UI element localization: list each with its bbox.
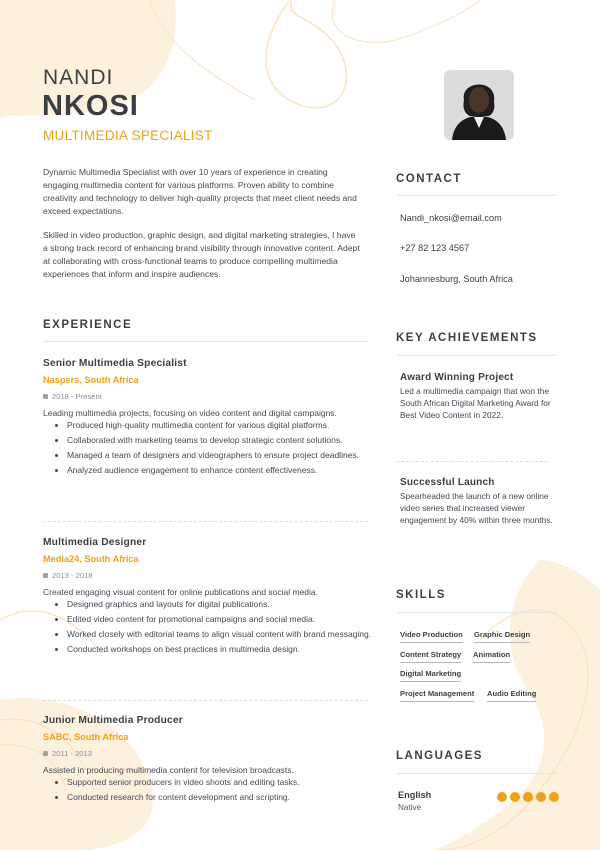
skill-tag: Graphic Design: [474, 630, 530, 643]
language-rating: [497, 792, 559, 802]
contact-location: Johannesburg, South Africa: [400, 274, 513, 284]
achievement-text: Spearheaded the launch of a new online video series that increased viewer engagement by 40% within three months.: [400, 491, 553, 525]
job-bullet: • Produced high-quality multimedia content for various digital platforms.: [67, 420, 378, 431]
job-title: Senior Multimedia Specialist: [43, 358, 187, 369]
rating-dot: [510, 792, 520, 802]
job-bullets: [43, 420, 378, 476]
skills-heading: SKILLS: [396, 589, 446, 601]
contact-phone[interactable]: +27 82 123 4567: [400, 243, 470, 253]
achievement-item: [400, 372, 560, 421]
divider: [43, 521, 368, 522]
divider: [43, 700, 368, 701]
skill-tag: Project Management: [400, 689, 474, 702]
job-bullet: • Designed graphics and layouts for digital publications.: [67, 599, 378, 610]
contact-email[interactable]: Nandi_nkosi@email.com: [400, 213, 502, 223]
job-description: Created engaging visual content for online publications and social media.: [43, 587, 319, 597]
skill-tag: Content Strategy: [400, 650, 461, 663]
job-bullet: • Collaborated with marketing teams to develop strategic content solutions.: [67, 435, 378, 446]
job-bullet: • Conducted research for content development and scripting.: [67, 792, 378, 803]
last-name: NKOSI: [42, 90, 139, 122]
skill-tag: Animation: [473, 650, 510, 663]
job-dates-text: 2018 - Present: [52, 392, 102, 401]
languages-heading: LANGUAGES: [396, 750, 483, 762]
job-title: Junior Multimedia Producer: [43, 715, 183, 726]
profile-photo: [444, 70, 514, 140]
contact-heading: CONTACT: [396, 173, 462, 185]
job-dates-text: 2013 - 2018: [52, 571, 93, 580]
job-description: Assisted in producing multimedia content for television broadcasts.: [43, 765, 294, 775]
calendar-icon: [43, 573, 48, 578]
job-company: Media24, South Africa: [43, 554, 139, 564]
profile-summary: [43, 166, 361, 292]
experience-heading: EXPERIENCE: [43, 319, 133, 331]
job-bullet: • Conducted workshops on best practices in multimedia design.: [67, 644, 378, 655]
job-description: Leading multimedia projects, focusing on video content and digital campaigns.: [43, 408, 337, 418]
rating-dot: [523, 792, 533, 802]
job-title: Multimedia Designer: [43, 537, 147, 548]
language-name: English: [398, 790, 432, 800]
job-company: SABC, South Africa: [43, 732, 129, 742]
job-bullet: • Supported senior producers in video shoots and editing tasks.: [67, 777, 378, 788]
summary-paragraph: Dynamic Multimedia Specialist with over 10 years of experience in creating engaging multimedia content for various platforms. Proven ability to combine creativity and technology to deliver high-quality projects that meet client needs and exceed expectations.: [43, 167, 357, 216]
job-bullets: [43, 599, 378, 655]
job-bullets: [43, 777, 378, 803]
achievement-title: Successful Launch: [400, 477, 495, 488]
job-bullet: • Managed a team of designers and videographers to ensure project deadlines.: [67, 450, 378, 461]
skill-tag: Audio Editing: [487, 689, 536, 702]
experience-entry: [43, 537, 378, 659]
achievement-item: [400, 477, 560, 526]
skill-tag: Digital Marketing: [400, 669, 461, 682]
job-company: Naspers, South Africa: [43, 375, 139, 385]
rating-dot: [497, 792, 507, 802]
job-dates-text: 2011 - 2013: [52, 749, 92, 758]
achievement-title: Award Winning Project: [400, 372, 514, 383]
job-dates: [43, 392, 378, 401]
divider: [396, 773, 557, 774]
achievements-heading: KEY ACHIEVEMENTS: [396, 332, 538, 344]
job-dates: [43, 571, 378, 580]
experience-entry: [43, 715, 378, 807]
rating-dot: [549, 792, 559, 802]
divider: [396, 195, 557, 196]
divider: [396, 461, 548, 462]
job-role: MULTIMEDIA SPECIALIST: [43, 128, 213, 143]
divider: [396, 612, 557, 613]
job-dates: [43, 749, 378, 758]
divider: [43, 341, 368, 342]
job-bullet: • Worked closely with editorial teams to align visual content with brand messaging.: [67, 629, 378, 640]
calendar-icon: [43, 394, 48, 399]
rating-dot: [536, 792, 546, 802]
first-name: NANDI: [43, 66, 114, 89]
achievement-text: Led a multimedia campaign that won the South African Digital Marketing Award for Best Video Content in 2022.: [400, 386, 551, 420]
job-bullet: • Edited video content for promotional campaigns and social media.: [67, 614, 378, 625]
language-level: Native: [398, 803, 422, 812]
summary-paragraph: Skilled in video production, graphic design, and digital marketing strategies, I have a strong track record of enhancing brand visibility through innovative content. Adept at collaborating with cross-functional teams to produce compelling multimedia experiences that inform and inspire audiences.: [43, 230, 360, 279]
skill-tag: Video Production: [400, 630, 463, 643]
experience-entry: [43, 358, 378, 480]
divider: [396, 355, 557, 356]
job-bullet: • Analyzed audience engagement to enhance content effectiveness.: [67, 465, 378, 476]
calendar-icon: [43, 751, 48, 756]
